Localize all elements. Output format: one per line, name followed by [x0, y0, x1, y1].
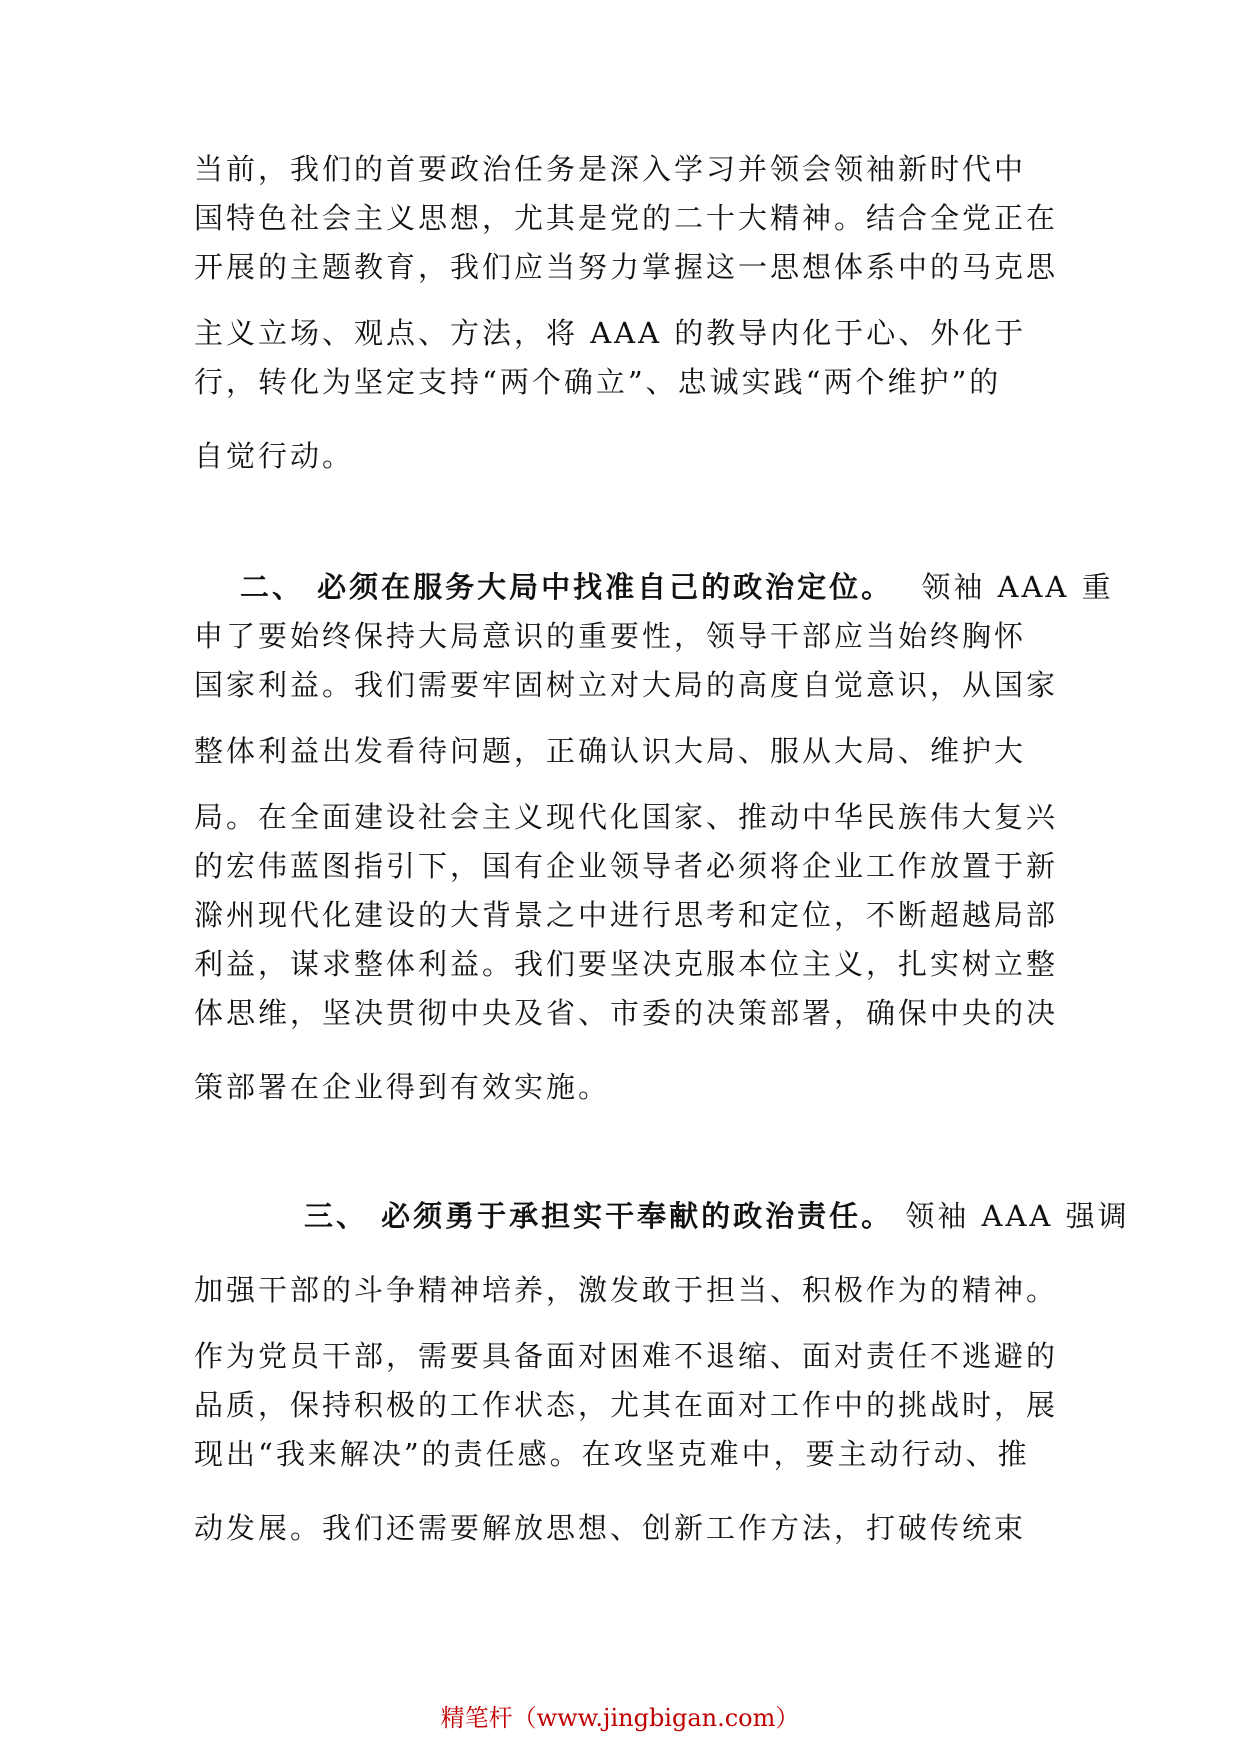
paragraph-2-line-7: 利益，谋求整体利益。我们要坚决克服本位主义，扎实树立整	[194, 947, 1059, 981]
paragraph-2-line-2: 国家利益。我们需要牢固树立对大局的高度自觉意识，从国家	[194, 668, 1059, 702]
section-3-heading: 三、 必须勇于承担实干奉献的政治责任。	[304, 1199, 894, 1233]
paragraph-1-line-4: 主义立场、观点、方法，将 AAA 的教导内化于心、外化于	[194, 316, 1027, 350]
paragraph-3-line-5: 动发展。我们还需要解放思想、创新工作方法，打破传统束	[194, 1511, 1027, 1545]
paragraph-2-line-4: 局。在全面建设社会主义现代化国家、推动中华民族伟大复兴	[194, 800, 1059, 834]
paragraph-1-line-1: 当前，我们的首要政治任务是深入学习并领会领袖新时代中	[194, 152, 1027, 186]
paragraph-3-line-3: 品质，保持积极的工作状态，尤其在面对工作中的挑战时，展	[194, 1388, 1059, 1422]
footer-watermark: 精笔杆（www.jingbigan.com）	[440, 1704, 800, 1732]
section-2-heading: 二、 必须在服务大局中找准自己的政治定位。	[240, 570, 894, 604]
paragraph-2-line-3: 整体利益出发看待问题，正确认识大局、服从大局、维护大	[194, 734, 1027, 768]
section-3-heading-tail: 领袖 AAA 强调	[905, 1199, 1130, 1233]
paragraph-3-line-4: 现出“我来解决”的责任感。在攻坚克难中，要主动行动、推	[194, 1437, 1030, 1471]
section-2-heading-tail: 领袖 AAA 重	[921, 570, 1114, 604]
paragraph-2-line-5: 的宏伟蓝图指引下，国有企业领导者必须将企业工作放置于新	[194, 849, 1059, 883]
paragraph-3-line-2: 作为党员干部，需要具备面对困难不退缩、面对责任不逃避的	[194, 1339, 1059, 1373]
paragraph-2-line-1: 申了要始终保持大局意识的重要性，领导干部应当始终胸怀	[194, 619, 1027, 653]
paragraph-1-line-5: 行，转化为坚定支持“两个确立”、忠诚实践“两个维护”的	[194, 365, 1002, 399]
paragraph-1-line-6: 自觉行动。	[194, 439, 355, 473]
paragraph-3-line-1: 加强干部的斗争精神培养，激发敢于担当、积极作为的精神。	[194, 1273, 1059, 1307]
section-3-heading-line	[304, 1199, 1130, 1233]
paragraph-1-line-2: 国特色社会主义思想，尤其是党的二十大精神。结合全党正在	[194, 201, 1059, 235]
section-2-heading-line	[240, 570, 1114, 604]
paragraph-1-line-3: 开展的主题教育，我们应当努力掌握这一思想体系中的马克思	[194, 250, 1059, 284]
paragraph-2-line-9: 策部署在企业得到有效实施。	[194, 1070, 611, 1104]
paragraph-2-line-8: 体思维，坚决贯彻中央及省、市委的决策部署，确保中央的决	[194, 996, 1059, 1030]
paragraph-2-line-6: 滁州现代化建设的大背景之中进行思考和定位，不断超越局部	[194, 898, 1059, 932]
